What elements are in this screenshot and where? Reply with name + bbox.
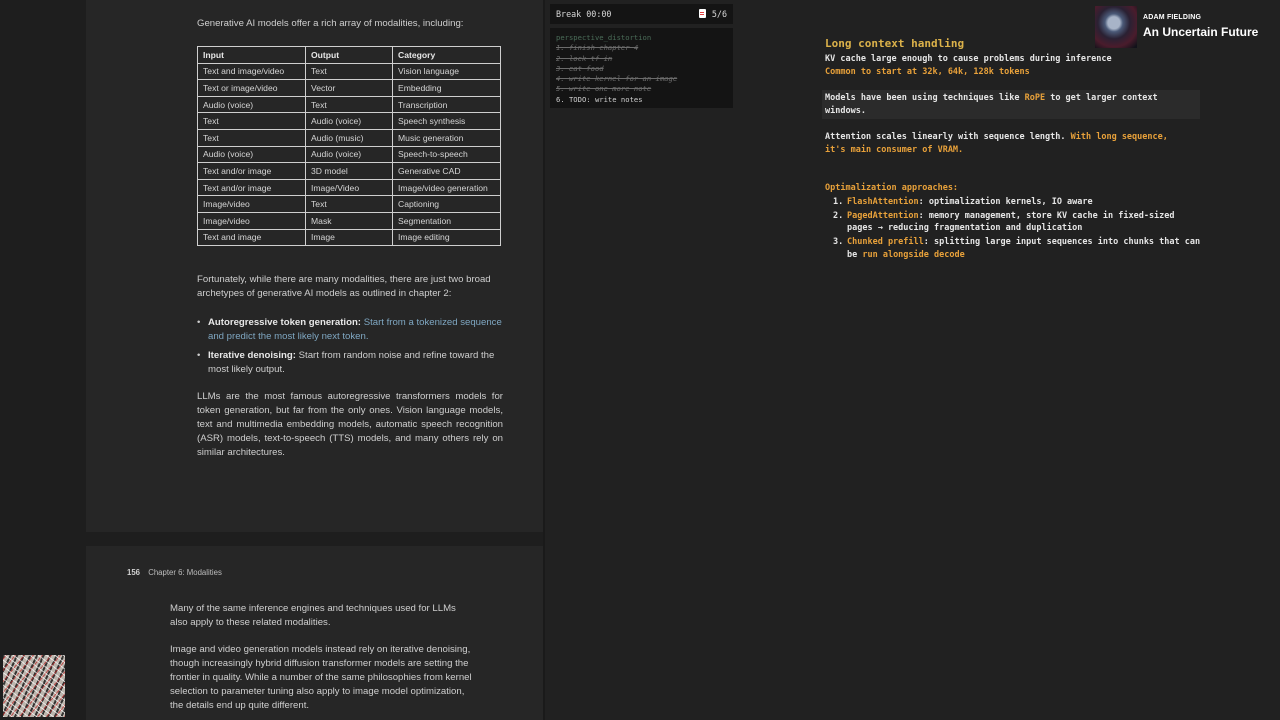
table-cell: Image bbox=[306, 229, 393, 246]
table-row bbox=[198, 96, 501, 113]
list-item bbox=[197, 316, 503, 344]
todo-item-done: 2. lock tf in bbox=[556, 53, 613, 63]
artist-name: ADAM FIELDING bbox=[1143, 14, 1202, 21]
table-row bbox=[198, 229, 501, 246]
list-number: 3. bbox=[833, 237, 844, 248]
pdf-viewer[interactable] bbox=[0, 0, 543, 720]
attention-highlight: With long sequence, it's main consumer of VRAM. bbox=[825, 132, 1168, 155]
pane-divider[interactable] bbox=[543, 0, 545, 720]
table-cell: Text bbox=[306, 96, 393, 113]
list-item bbox=[833, 210, 1202, 235]
table-cell: Text and image/video bbox=[198, 63, 306, 80]
table-cell: Audio (voice) bbox=[306, 113, 393, 130]
archetype-list bbox=[197, 316, 503, 382]
page-counter-text: 5/6 bbox=[711, 9, 727, 19]
table-cell: 3D model bbox=[306, 163, 393, 180]
rope-prefix: Models have been using techniques like bbox=[825, 93, 1025, 103]
todo-item-done: 4. write kernel for an image bbox=[556, 74, 678, 84]
table-cell: Text and/or image bbox=[198, 179, 306, 196]
page-running-header bbox=[127, 568, 222, 577]
page-number: 156 bbox=[127, 568, 141, 577]
table-cell: Vector bbox=[306, 80, 393, 97]
archetypes-paragraph: Fortunately, while there are many modalities, there are just two broad archetypes of generative AI models as outlined in chapter 2: bbox=[197, 274, 491, 299]
optimization-heading: Optimalization approaches: bbox=[825, 183, 959, 193]
table-row bbox=[198, 113, 501, 130]
table-cell: Text bbox=[306, 196, 393, 213]
bullet-text: Start from random noise and refine toward the most likely output. bbox=[208, 350, 495, 375]
list-number: 2. bbox=[833, 210, 844, 221]
table-cell: Text and/or image bbox=[198, 163, 306, 180]
image-generation-paragraph: Image and video generation models instead rely on iterative denoising, though increasingly hybrid diffusion transformer models are setting the frontier in quality. While a number of the same philosophies from kernel selection to parameter tuning also apply to image model optimization, the details end up quite different. bbox=[170, 644, 472, 711]
approach-text: : memory management, store KV cache in fixed-sized pages → reducing fragmentation and duplication bbox=[847, 210, 1175, 234]
rope-suffix: to get larger context windows. bbox=[825, 93, 1158, 116]
inference-engines-paragraph: Many of the same inference engines and techniques used for LLMs also apply to these related modalities. bbox=[170, 603, 456, 628]
table-cell: Captioning bbox=[393, 196, 501, 213]
column-header: Input bbox=[198, 47, 306, 64]
table-cell: Image/video generation bbox=[393, 179, 501, 196]
break-timer: Break 00:00 bbox=[556, 9, 612, 19]
todo-item-active: 6. TODO: write notes bbox=[556, 94, 643, 104]
todo-item-done: 3. eat food bbox=[556, 63, 604, 73]
kv-cache-line: KV cache large enough to cause problems during inference bbox=[825, 54, 1112, 64]
todo-item-done: 1. finish chapter 4 bbox=[556, 43, 639, 53]
attention-prefix: Attention scales linearly with sequence length. bbox=[825, 132, 1071, 142]
table-cell: Vision language bbox=[393, 63, 501, 80]
table-cell: Audio (voice) bbox=[198, 146, 306, 163]
approach-term: PagedAttention bbox=[847, 210, 919, 221]
table-cell: Mask bbox=[306, 212, 393, 229]
table-cell: Text bbox=[306, 63, 393, 80]
list-number: 1. bbox=[833, 197, 844, 207]
table-cell: Text or image/video bbox=[198, 80, 306, 97]
approach-text: : splitting large input sequences into chunks that can be bbox=[847, 237, 1201, 260]
table-header-row bbox=[198, 47, 501, 64]
page-counter bbox=[699, 9, 727, 19]
album-art bbox=[1095, 6, 1137, 48]
table-cell: Transcription bbox=[393, 96, 501, 113]
table-cell: Text bbox=[198, 113, 306, 130]
list-item bbox=[833, 196, 1202, 209]
table-cell: Generative CAD bbox=[393, 163, 501, 180]
table-cell: Segmentation bbox=[393, 212, 501, 229]
table-row bbox=[198, 163, 501, 180]
table-cell: Speech synthesis bbox=[393, 113, 501, 130]
table-cell: Text bbox=[198, 129, 306, 146]
table-cell: Audio (voice) bbox=[198, 96, 306, 113]
table-cell: Speech-to-speech bbox=[393, 146, 501, 163]
table-cell: Audio (voice) bbox=[306, 146, 393, 163]
pdf-page-156 bbox=[86, 546, 543, 720]
bullet-term: Iterative denoising: bbox=[208, 350, 296, 361]
table-cell: Music generation bbox=[393, 129, 501, 146]
pomodoro-bar bbox=[550, 4, 733, 24]
approach-text: : optimalization kernels, IO aware bbox=[918, 197, 1093, 207]
table-row bbox=[198, 212, 501, 229]
table-cell: Image/Video bbox=[306, 179, 393, 196]
approach-term: FlashAttention bbox=[847, 197, 919, 207]
webcam-thumbnail bbox=[3, 655, 65, 717]
document-icon bbox=[699, 9, 706, 18]
attention-paragraph bbox=[825, 131, 1181, 156]
pdf-page-155 bbox=[86, 0, 543, 532]
list-item bbox=[197, 349, 503, 377]
chapter-label: Chapter 6: Modalities bbox=[148, 568, 222, 577]
table-cell: Image/video bbox=[198, 212, 306, 229]
todo-list-title: perspective_distortion bbox=[556, 33, 652, 42]
bullet-text-highlighted: Start from a tokenized sequence and predict the most likely next token. bbox=[208, 317, 502, 342]
todo-list-panel bbox=[550, 28, 733, 108]
bullet-term: Autoregressive token generation: bbox=[208, 317, 362, 328]
table-cell: Audio (music) bbox=[306, 129, 393, 146]
track-title: An Uncertain Future bbox=[1143, 25, 1259, 39]
todo-item-done: 5. write one more note bbox=[556, 84, 652, 94]
llm-paragraph: LLMs are the most famous autoregressive transformers models for token generation, but far from the only ones. Vision language models, text and multimedia embedding models, automatic speech recognition (ASR) models, text-to-speech (TTS) models, and many others rely on similar architectures. bbox=[197, 391, 503, 458]
optimization-list bbox=[833, 196, 1202, 263]
table-row bbox=[198, 196, 501, 213]
now-playing-card bbox=[1095, 6, 1280, 48]
context-sizes-line: Common to start at 32k, 64k, 128k tokens bbox=[825, 67, 1030, 77]
table-cell: Image/video bbox=[198, 196, 306, 213]
table-row bbox=[198, 80, 501, 97]
table-cell: Text and image bbox=[198, 229, 306, 246]
table-row bbox=[198, 63, 501, 80]
list-item bbox=[833, 236, 1202, 261]
table-row bbox=[198, 179, 501, 196]
rope-term: RoPE bbox=[1024, 93, 1046, 103]
modalities-table bbox=[197, 46, 501, 246]
intro-paragraph: Generative AI models offer a rich array of modalities, including: bbox=[197, 18, 464, 29]
table-row bbox=[198, 129, 501, 146]
notes-heading: Long context handling bbox=[825, 37, 965, 50]
table-cell: Embedding bbox=[393, 80, 501, 97]
table-cell: Image editing bbox=[393, 229, 501, 246]
column-header: Category bbox=[393, 47, 501, 64]
approach-tail: run alongside decode bbox=[862, 249, 965, 260]
rope-paragraph bbox=[825, 92, 1175, 117]
approach-term: Chunked prefill bbox=[847, 237, 924, 248]
column-header: Output bbox=[306, 47, 393, 64]
table-row bbox=[198, 146, 501, 163]
